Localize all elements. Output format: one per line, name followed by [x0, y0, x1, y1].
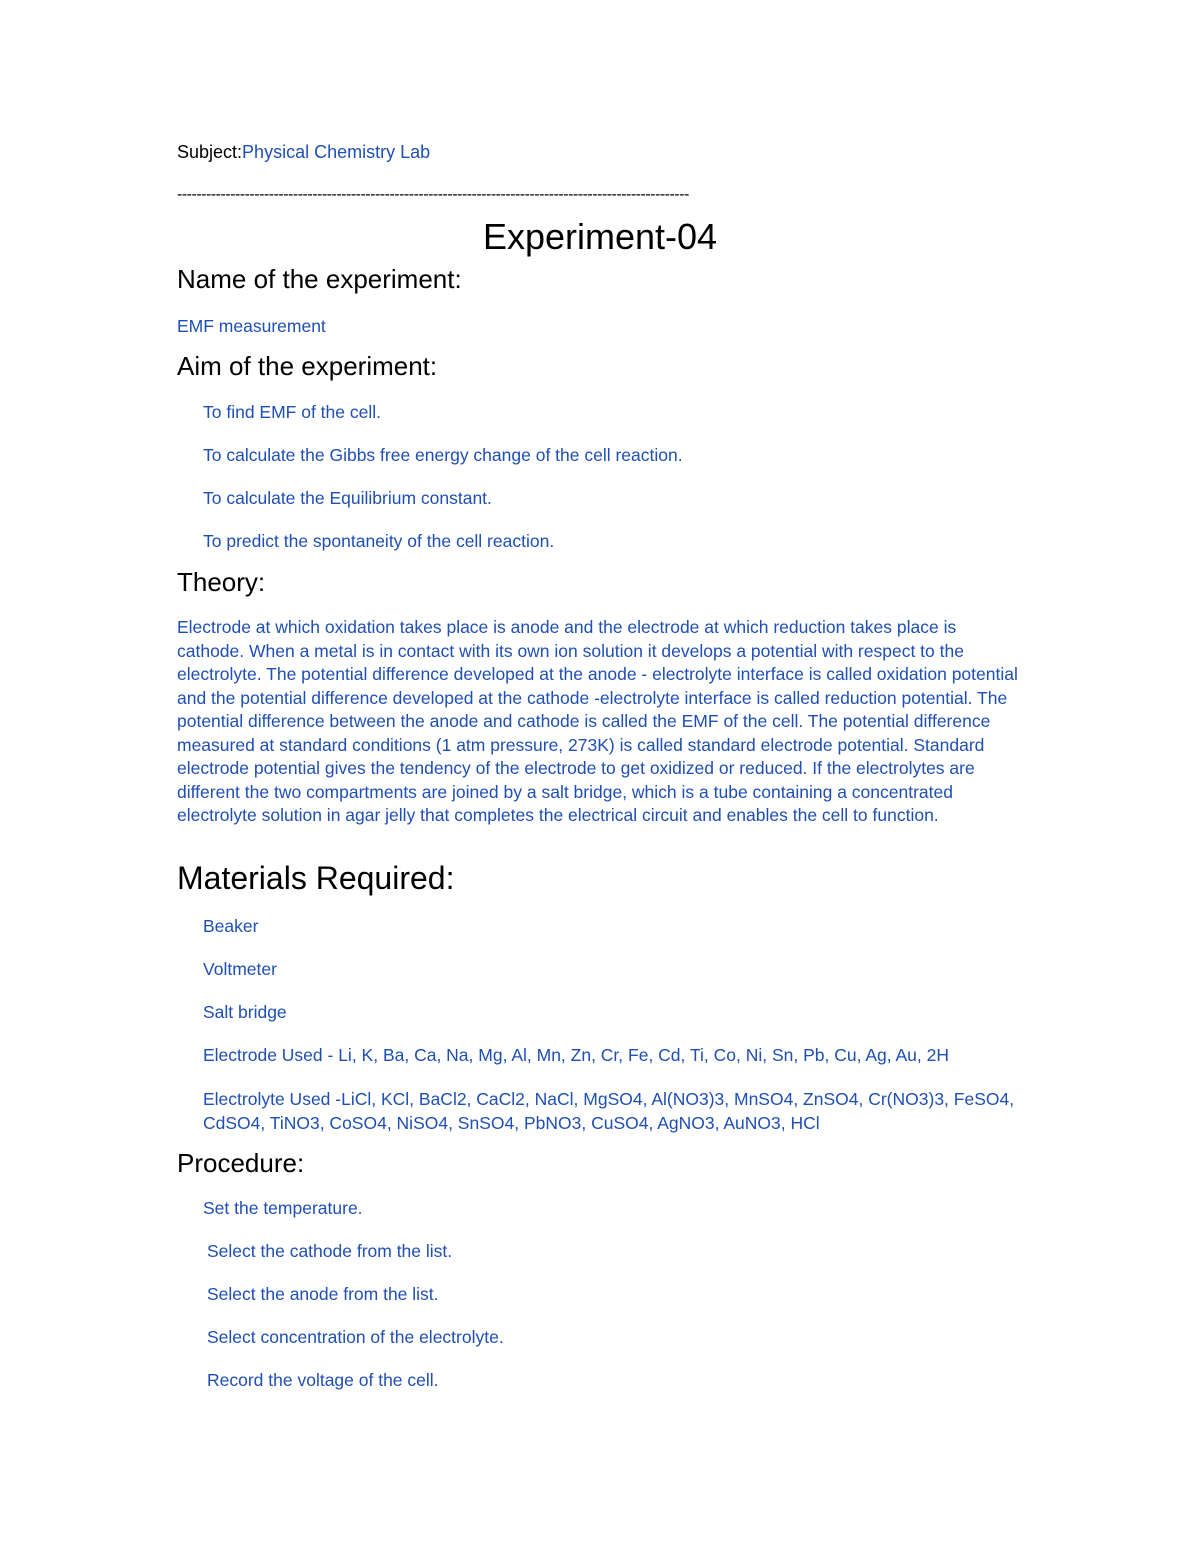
experiment-name: EMF measurement: [177, 316, 326, 336]
subject-value: Physical Chemistry Lab: [242, 142, 431, 162]
procedure-step: Select the anode from the list.: [207, 1284, 439, 1304]
procedure-step: Record the voltage of the cell.: [207, 1370, 439, 1390]
dashed-divider: ----------------------------------------------------------------------------------------------------------: [177, 186, 689, 203]
materials-heading: Materials Required:: [177, 860, 455, 896]
subject-line: [177, 142, 430, 163]
procedure-step: Select concentration of the electrolyte.: [207, 1327, 504, 1347]
procedure-heading: Procedure:: [177, 1148, 305, 1178]
aim-item: To calculate the Equilibrium constant.: [203, 488, 492, 508]
aim-item: To calculate the Gibbs free energy change of the cell reaction.: [203, 445, 683, 465]
material-item-electrodes: Electrode Used - Li, K, Ba, Ca, Na, Mg, Al, Mn, Zn, Cr, Fe, Cd, Ti, Co, Ni, Sn, Pb, Cu, Ag, Au, 2H: [203, 1045, 949, 1065]
theory-heading: Theory:: [177, 567, 266, 597]
aim-item: To find EMF of the cell.: [203, 402, 381, 422]
subject-label: Subject:: [177, 142, 243, 162]
material-item: Voltmeter: [203, 959, 277, 979]
aim-item: To predict the spontaneity of the cell reaction.: [203, 531, 555, 551]
procedure-step: Set the temperature.: [203, 1198, 363, 1218]
material-item: Beaker: [203, 916, 259, 936]
experiment-title: Experiment-04: [482, 216, 718, 257]
material-item: Salt bridge: [203, 1002, 287, 1022]
material-item-electrolytes: Electrolyte Used -LiCl, KCl, BaCl2, CaCl2, NaCl, MgSO4, Al(NO3)3, MnSO4, ZnSO4, Cr(NO3)3, FeSO4, CdSO4, TiNO3, CoSO4, NiSO4, SnSO4, PbNO3, CuSO4, AgNO3, AuNO3, HCl: [203, 1089, 1015, 1133]
theory-paragraph: Electrode at which oxidation takes place is anode and the electrode at which reduction takes place is cathode. When a metal is in contact with its own ion solution it develops a potential with respect to the electrolyte. The potential difference developed at the anode - electrolyte interface is called oxidation potential and the potential difference developed at the cathode -electrolyte interface is called reduction potential. The potential difference between the anode and cathode is called the EMF of the cell. The potential difference measured at standard conditions (1 atm pressure, 273K) is called standard electrode potential. Standard electrode potential gives the tendency of the electrode to get oxidized or reduced. If the electrolytes are different the two compartments are joined by a salt bridge, which is a tube containing a concentrated electrolyte solution in agar jelly that completes the electrical circuit and enables the cell to function.: [177, 617, 1018, 825]
procedure-step: Select the cathode from the list.: [207, 1241, 453, 1261]
aim-heading: Aim of the experiment:: [177, 351, 438, 381]
name-heading: Name of the experiment:: [177, 264, 462, 294]
